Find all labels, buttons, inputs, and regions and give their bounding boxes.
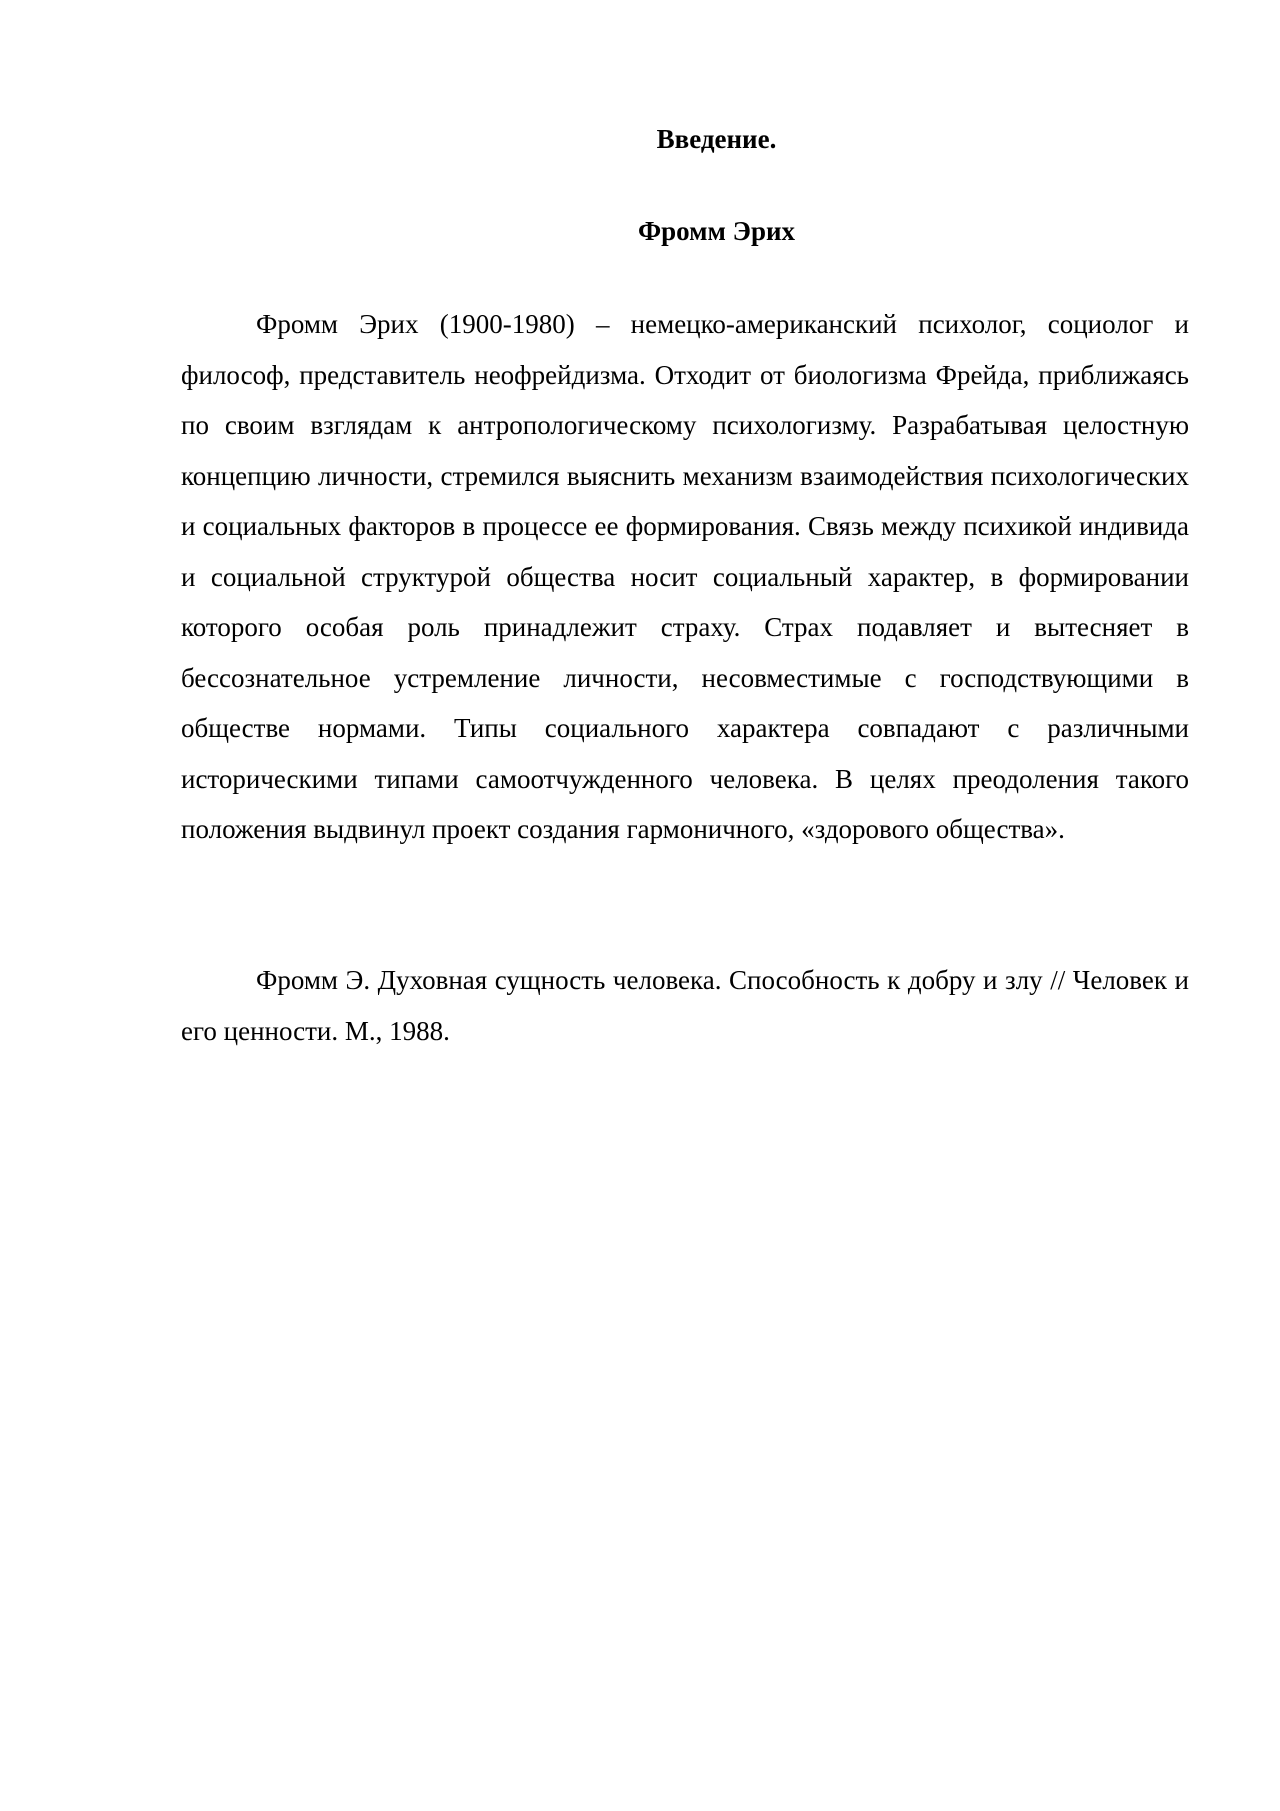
- intro-heading: Введение.: [656, 124, 777, 154]
- author-heading: Фромм Эрих: [637, 216, 796, 246]
- main-paragraph: Фромм Эрих (1900-1980) – немецко-американский психолог, социолог и философ, представитель неофрейдизма. Отходит от биологизма Фрейда, приближаясь по своим взглядам к антропологическому психологизму. Разрабатывая целостную концепцию личности, стремился выяснить механизм взаимодействия психологических и социальных факторов в процессе ее формирования. Связь между психикой индивида и социальной структурой общества носит социальный характер, в формировании которого особая роль принадлежит страху. Страх подавляет и вытесняет в бессознательное устремление личности, несовместимые с господствующими в обществе нормами. Типы социального характера совпадают с различными историческими типами самоотчужденного человека. В целях преодоления такого положения выдвинул проект создания гармоничного, «здорового общества».: [181, 309, 1189, 844]
- reference-paragraph: Фромм Э. Духовная сущность человека. Способность к добру и злу // Человек и его ценности. М., 1988.: [181, 965, 1189, 1046]
